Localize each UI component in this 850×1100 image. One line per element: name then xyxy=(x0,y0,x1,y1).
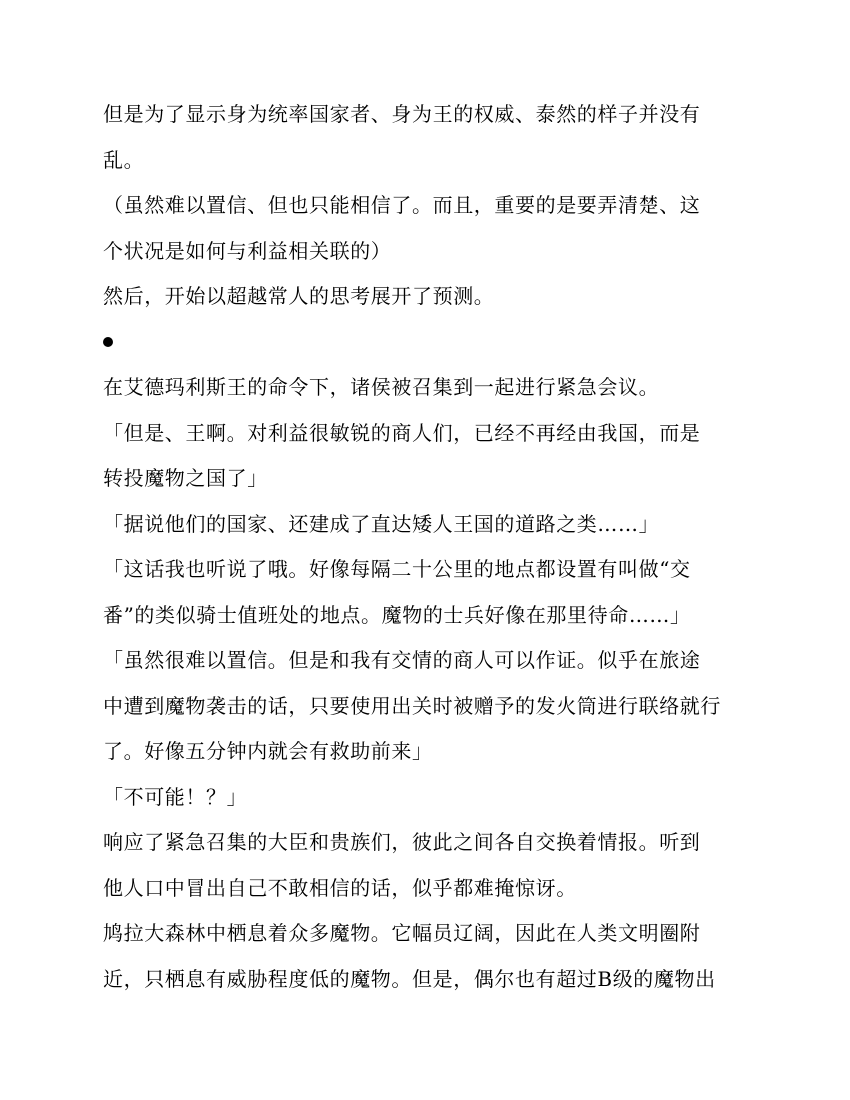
scene-break-bullet xyxy=(103,320,733,366)
text-line: 乱。 xyxy=(103,147,145,172)
text-line: 番”的类似骑士值班处的地点。魔物的士兵好像在那里待命……」 xyxy=(103,602,691,627)
text-line: 「但是、王啊。对利益很敏锐的商人们，已经不再经由我国，而是 xyxy=(103,420,701,445)
text-line: 他人口中冒出自己不敢相信的话，似乎都难掩惊讶。 xyxy=(103,875,577,900)
text-line: 「不可能！？」 xyxy=(103,784,248,809)
document-body xyxy=(103,92,733,1002)
text-line: 响应了紧急召集的大臣和贵族们，彼此之间各自交换着情报。听到 xyxy=(103,830,701,854)
text-line: 「这话我也听说了哦。好像每隔二十公里的地点都设置有叫做“交 xyxy=(103,557,691,581)
text-line: 在艾德玛利斯王的命令下，诸侯被召集到一起进行紧急会议。 xyxy=(103,375,660,399)
text-line: 中遭到魔物袭击的话，只要使用出关时被赠予的发火筒进行联络就行 xyxy=(103,693,721,718)
text-line: （虽然难以置信、但也只能相信了。而且，重要的是要弄清楚、这 xyxy=(103,193,701,217)
text-line: 但是为了显示身为统率国家者、身为王的权威、泰然的样子并没有 xyxy=(103,102,701,126)
text-line: 个状况是如何与利益相关联的） xyxy=(103,238,392,263)
bullet-dot-icon xyxy=(103,337,113,347)
text-line: 近，只栖息有威胁程度低的魔物。但是，偶尔也有超过B级的魔物出 xyxy=(103,966,716,991)
text-line: 了。好像五分钟内就会有救助前来」 xyxy=(103,739,433,763)
text-line: 「虽然很难以置信。但是和我有交情的商人可以作证。似乎在旅途 xyxy=(103,648,701,672)
text-line: 然后，开始以超越常人的思考展开了预测。 xyxy=(103,284,495,308)
text-line: 转投魔物之国了」 xyxy=(103,466,268,490)
text-line: 鸠拉大森林中栖息着众多魔物。它幅员辽阔，因此在人类文明圈附 xyxy=(103,921,701,945)
text-line: 「据说他们的国家、还建成了直达矮人王国的道路之类……」 xyxy=(103,511,660,536)
